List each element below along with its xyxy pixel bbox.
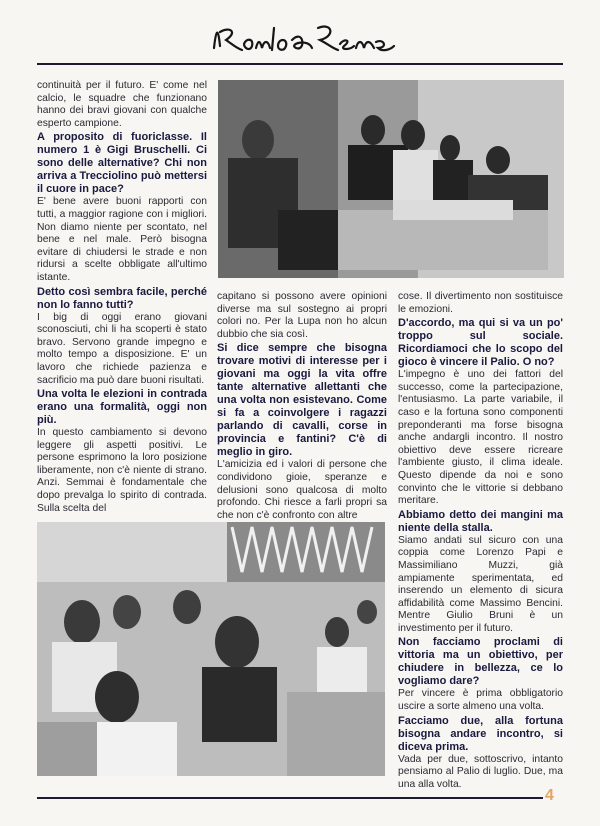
column-3 [398,291,563,792]
question-heading: Si dice sempre che bisogna trovare motivi di interesse per i giovani ma oggi la vita offre tante alternative allettanti che una volta non esistevano. Come si fa a coinvolgere i ragazzi parlando di cavalli, corse in provincia e fantini? C'è di meglio in giro. [217,342,387,459]
question-heading: Non facciamo proclami di vittoria ma un obiettivo, per chiudere in bellezza, ce lo vogliamo dare? [398,636,563,688]
photo-image [37,522,385,776]
paragraph: Per vincere è prima obbligatorio uscire a sorte almeno una volta. [398,688,563,713]
question-heading: Abbiamo detto dei mangini ma niente della stalla. [398,508,563,534]
page-number: 4 [545,787,554,804]
question-heading: Facciamo due, alla fortuna bisogna andare incontro, si diceva prima. [398,714,563,753]
signature-svg [208,18,398,62]
question-heading: A proposito di fuoriclasse. Il numero 1 è Gigi Bruschelli. Ci sono delle alternative? Chi non arriva a Trecciolino può mettersi il cuore in pace? [37,131,207,196]
photo-group-seated [218,80,564,278]
paragraph: I big di oggi erano giovani sconosciuti, chi li ha scoperti è stato bravo. Servono grande impegno e molto tempo a disposizione. E' un lavoro che richiede pazienza e sacrificio ma può dare buoni risultati. [37,311,207,386]
column-1 [37,80,207,516]
photo-image [218,80,564,278]
signature-logo [208,18,398,62]
question-heading: Detto così sembra facile, perché non lo fanno tutti? [37,285,207,311]
question-heading: D'accordo, ma qui si va un po' troppo sul sociale. Ricordiamoci che lo scopo del gioco è vincere il Palio. O no? [398,317,563,369]
paragraph: L'amicizia ed i valori di persone che condividono gioie, speranze e delusioni sono qualcosa di molto profondo. Chi riesce a farli propri sa che non c'è confronto con altre [217,459,387,521]
photo-crowd-dinner [37,522,385,776]
paragraph: Siamo andati sul sicuro con una coppia come Lorenzo Papi e Massimiliano Muzzi, già ampiamente sperimentata, ed inserendo un elemento di sicura affidabilità come Massimo Bencini. Mentre Giulio Bruni è un investimento per il futuro. [398,534,563,634]
paragraph: Vada per due, sottoscrivo, intanto pensiamo al Palio di luglio. Due, ma una alla volta. [398,753,563,790]
paragraph: L'impegno è uno dei fattori del successo, come la partecipazione, l'entusiasmo. La parte variabile, il caso e la fortuna sono componenti preponderanti ma forse bisogna anche andargli incontro. Il nostro obiettivo deve essere ricreare l'ambiente giusto, il clima ideale. Questo dipende da noi e sono convinto che le vittorie si debbano meritare. [398,369,563,507]
header-rule [37,63,563,65]
footer-rule [37,797,543,799]
paragraph: continuità per il futuro. E' come nel calcio, le squadre che funzionano hanno dei bravi giovani con qualche esperto campione. [37,80,207,129]
paragraph: capitano si possono avere opinioni diverse ma sul sostegno ai propri colori no. Per la Lupa non ho alcun dubbio che sia così. [217,291,387,340]
column-2 [217,291,387,523]
question-heading: Una volta le elezioni in contrada erano una formalità, oggi non più. [37,388,207,427]
paragraph: In questo cambiamento si devono leggere gli aspetti positivi. Le persone esprimono la loro posizione liberamente, non c'è niente di strano. Anzi. Semmai è fondamentale che dopo prevalga lo spirito di contrada. Sulla scelta del [37,427,207,514]
paragraph: cose. Il divertimento non sostituisce le emozioni. [398,291,563,315]
paragraph: E' bene avere buoni rapporti con tutti, a maggior ragione con i migliori. Non diamo niente per scontato, nel bene e nel male. Però bisogna evitare di chiudersi le strade e non ridursi a scelte obbligate all'ultimo istante. [37,196,207,283]
